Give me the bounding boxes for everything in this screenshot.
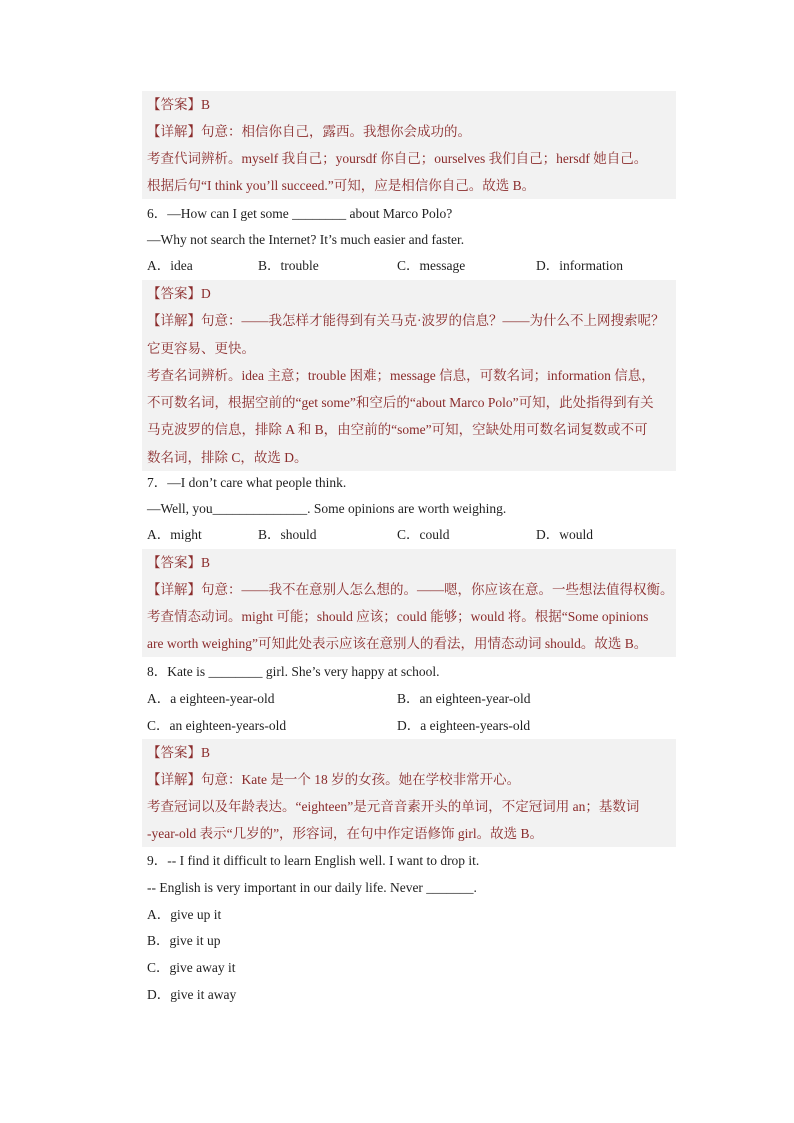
option-a: A．idea	[147, 258, 193, 273]
explanation-line: 它更容易、更快。	[147, 340, 255, 356]
explanation-line: 考查名词辨析。idea 主意；trouble 困难；message 信息，可数名词；information 信息，	[147, 367, 655, 383]
question-stem: 8．Kate is ________ girl. She’s very happy at school.	[147, 664, 440, 679]
options-row	[142, 522, 676, 548]
answer-label: 【答案】B	[147, 97, 211, 112]
question-stem: 7．—I don’t care what people think.	[147, 475, 347, 490]
option-b: B．give it up	[147, 933, 221, 949]
options-row	[142, 712, 676, 739]
explanation-line: 【详解】句意：相信你自己，露西。我想你会成功的。	[147, 124, 471, 139]
option-d: D．a eighteen-years-old	[397, 718, 531, 733]
explanation-line: 【详解】句意：——我不在意别人怎么想的。——嗯，你应该在意。一些想法值得权衡。	[147, 582, 674, 597]
option-d: D．give it away	[147, 986, 237, 1002]
question-6	[142, 201, 676, 279]
answer-block-4	[142, 739, 676, 847]
explanation-line: 不可数名词，根据空前的“get some”和空后的“about Marco Polo”可知，此处指得到有关	[147, 395, 654, 411]
option-c: C．message	[397, 258, 466, 273]
option-c: C．give away it	[147, 960, 236, 976]
answer-label: 【答案】B	[147, 745, 211, 760]
explanation-line: 【详解】句意：——我怎样才能得到有关马克·波罗的信息？——为什么不上网搜索呢？	[147, 313, 665, 329]
option-b: B．trouble	[258, 258, 319, 273]
explanation-line: 考查代词辨析。myself 我自己；yoursdf 你自己；ourselves 我们自己；hersdf 她自己。	[147, 151, 648, 166]
question-stem: 6．—How can I get some ________ about Marco Polo?	[147, 206, 453, 221]
question-stem: -- English is very important in our daily life. Never _______.	[147, 879, 477, 895]
answer-label: 【答案】B	[147, 555, 211, 570]
options-row	[142, 253, 676, 279]
answer-block-3	[142, 549, 676, 657]
question-7	[142, 470, 676, 548]
explanation-line: 根据后句“I think you’ll succeed.”可知，应是相信你自己。故选 B。	[147, 178, 536, 193]
answer-label: 【答案】D	[147, 286, 211, 301]
explanation-line: 【详解】句意：Kate 是一个 18 岁的女孩。她在学校非常开心。	[147, 772, 521, 787]
question-stem: —Why not search the Internet? It’s much easier and faster.	[147, 232, 465, 247]
option-c: C．could	[397, 527, 450, 542]
explanation-line: 数名词，排除 C，故选 D。	[147, 449, 308, 465]
explanation-line: 考查冠词以及年龄表达。“eighteen”是元音音素开头的单词，不定冠词用 an；基数词	[147, 799, 640, 814]
question-stem: 9．-- I find it difficult to learn English well. I want to drop it.	[147, 853, 480, 868]
option-d: D．would	[536, 527, 593, 542]
option-a: A．give up it	[147, 906, 222, 922]
option-b: B．should	[258, 527, 317, 542]
options-row	[142, 685, 676, 712]
option-a: A．might	[147, 527, 202, 542]
option-d: D．information	[536, 258, 623, 273]
explanation-line: -year-old 表示“几岁的”，形容词，在句中作定语修饰 girl。故选 B。	[147, 826, 544, 841]
answer-block-2	[142, 280, 676, 471]
explanation-line: 马克波罗的信息，排除 A 和 B，由空前的“some”可知，空缺处用可数名词复数或不可	[147, 422, 648, 438]
explanation-line: are worth weighing”可知此处表示应该在意别人的看法，用情态动词 should。故选 B。	[147, 636, 648, 651]
option-b: B．an eighteen-year-old	[397, 691, 531, 706]
answer-block-1	[142, 91, 676, 199]
question-8	[142, 658, 676, 739]
option-a: A．a eighteen-year-old	[147, 691, 275, 706]
explanation-line: 考查情态动词。might 可能；should 应该；could 能够；would 将。根据“Some opinions	[147, 609, 649, 624]
question-stem: —Well, you______________. Some opinions are worth weighing.	[147, 501, 507, 516]
option-c: C．an eighteen-years-old	[147, 718, 287, 733]
question-9	[142, 848, 676, 1009]
